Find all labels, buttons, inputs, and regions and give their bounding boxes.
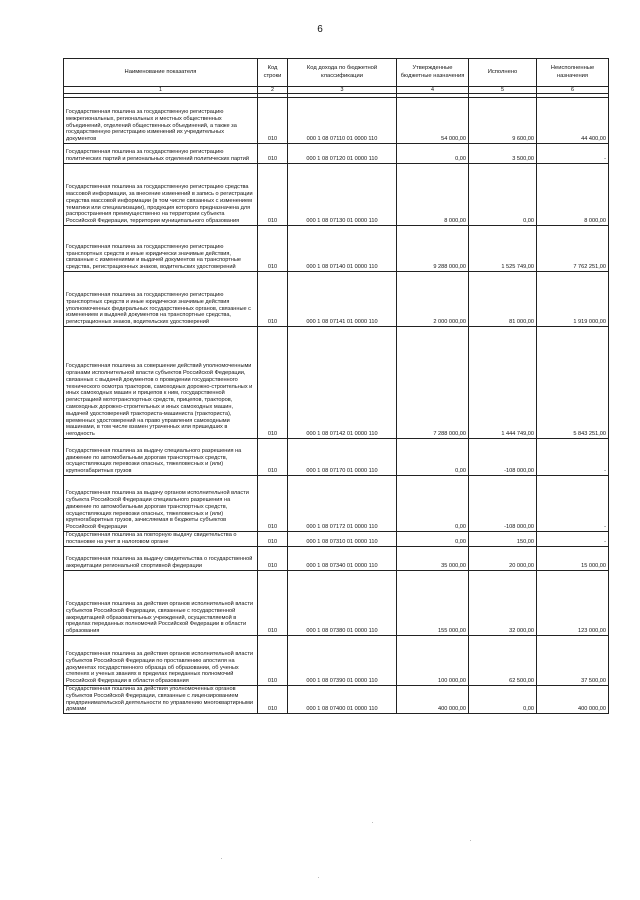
row-unexecuted-amount: - xyxy=(537,532,609,547)
row-name: Государственная пошлина за выдачу специального разрешения на движение по автомобильным дорогам транспортных средств, осуществляющих перевозки опасных, тяжеловесных и (или) крупногабаритных грузов xyxy=(64,439,258,476)
table-row xyxy=(64,98,609,144)
row-line-code: 010 xyxy=(258,98,288,144)
row-name: Государственная пошлина за действия органов исполнительной власти субъектов Российской Федерации по проставлению апостиля на документах государственного образца об образовании, об ученых степенях и ученых званиях в пределах переданных полномочий Российской Федерации в области образования xyxy=(64,636,258,686)
table-header-row xyxy=(64,59,609,87)
scan-speck xyxy=(470,840,471,841)
row-name: Государственная пошлина за государственную регистрацию транспортных средств и иные юридически значимые действия уполномоченных федеральных государственных органов, связанные с изменением и выдачей документов на транспортные средства, регистрационных знаков, водительских удостоверений xyxy=(64,272,258,327)
row-unexecuted-amount: 15 000,00 xyxy=(537,547,609,571)
row-line-code: 010 xyxy=(258,226,288,272)
row-executed-amount: 32 000,00 xyxy=(469,571,537,636)
row-name: Государственная пошлина за государственную регистрацию политических партий и региональных отделений политических партий xyxy=(64,144,258,164)
row-name: Государственная пошлина за совершение действий уполномоченными органами исполнительной власти субъектов Российской Федерации, связанных с выдачей документов о проведении государственного технического осмотра тракторов, самоходных дорожно-строительных и иных самоходных машин и прицепов к ним, государственной регистрацией мототранспортных средств, прицепов, тракторов, самоходных дорожно-строительных и иных самоходных машин, выдачей удостоверений тракториста-машиниста (тракториста), временных удостоверений на право управления самоходными машинами, в том числе взамен утраченных или пришедших в негодность xyxy=(64,327,258,439)
column-number: 4 xyxy=(397,87,469,94)
row-name: Государственная пошлина за государственную регистрацию средства массовой информации, за внесение изменений в запись о регистрации средства массовой информации (в том числе связанных с изменением тематики или специализации), продукция которого предназначена для распространения преимущественно на территории субъекта Российской Федерации, территории муниципального образования xyxy=(64,164,258,226)
header-line-code: Код строки xyxy=(258,59,288,87)
row-approved-amount: 0,00 xyxy=(397,532,469,547)
header-executed: Исполнено xyxy=(469,59,537,87)
table-row xyxy=(64,547,609,571)
row-executed-amount: 81 000,00 xyxy=(469,272,537,327)
table-row xyxy=(64,532,609,547)
row-budget-code: 000 1 08 07172 01 0000 110 xyxy=(288,476,397,532)
row-name: Государственная пошлина за повторную выдачу свидетельства о постановке на учет в налоговом органе xyxy=(64,532,258,547)
row-budget-code: 000 1 08 07400 01 0000 110 xyxy=(288,686,397,714)
row-executed-amount: 3 500,00 xyxy=(469,144,537,164)
table-row xyxy=(64,226,609,272)
row-line-code: 010 xyxy=(258,144,288,164)
row-name: Государственная пошлина за выдачу органом исполнительной власти субъекта Российской Федерации специального разрешения на движение по автомобильным дорогам транспортных средств, осуществляющих перевозки опасных, тяжеловесных и (или) крупногабаритных грузов, зачисляемая в бюджеты субъектов Российской Федерации xyxy=(64,476,258,532)
row-approved-amount: 100 000,00 xyxy=(397,636,469,686)
row-executed-amount: -108 000,00 xyxy=(469,439,537,476)
header-unexecuted: Неисполненные назначения xyxy=(537,59,609,87)
row-executed-amount: 0,00 xyxy=(469,686,537,714)
page-number: 6 xyxy=(317,24,323,35)
row-line-code: 010 xyxy=(258,547,288,571)
table-row xyxy=(64,476,609,532)
table-row xyxy=(64,571,609,636)
row-line-code: 010 xyxy=(258,532,288,547)
row-approved-amount: 0,00 xyxy=(397,476,469,532)
row-approved-amount: 400 000,00 xyxy=(397,686,469,714)
row-name: Государственная пошлина за государственную регистрацию межрегиональных, региональных и местных общественных объединений, отделений общественных объединений, а также за государственную регистрацию изменений их учредительных документов xyxy=(64,98,258,144)
row-approved-amount: 35 000,00 xyxy=(397,547,469,571)
row-unexecuted-amount: 400 000,00 xyxy=(537,686,609,714)
row-executed-amount: 150,00 xyxy=(469,532,537,547)
table-body xyxy=(64,98,609,714)
table-row xyxy=(64,636,609,686)
row-unexecuted-amount: 123 000,00 xyxy=(537,571,609,636)
row-line-code: 010 xyxy=(258,164,288,226)
row-unexecuted-amount: 44 400,00 xyxy=(537,98,609,144)
row-approved-amount: 9 288 000,00 xyxy=(397,226,469,272)
table-row xyxy=(64,686,609,714)
row-line-code: 010 xyxy=(258,327,288,439)
table-row xyxy=(64,327,609,439)
row-name: Государственная пошлина за действия органов исполнительной власти субъектов Российской Федерации, связанные с государственной аккредитацией образовательных учреждений, осуществляемой в пределах переданных полномочий Российской Федерации в области образования xyxy=(64,571,258,636)
row-executed-amount: 9 600,00 xyxy=(469,98,537,144)
column-number: 6 xyxy=(537,87,609,94)
row-unexecuted-amount: 1 919 000,00 xyxy=(537,272,609,327)
row-unexecuted-amount: - xyxy=(537,144,609,164)
row-executed-amount: 1 444 749,00 xyxy=(469,327,537,439)
row-budget-code: 000 1 08 07170 01 0000 110 xyxy=(288,439,397,476)
column-number-row xyxy=(64,87,609,94)
header-name: Наименование показателя xyxy=(64,59,258,87)
row-budget-code: 000 1 08 07120 01 0000 110 xyxy=(288,144,397,164)
row-budget-code: 000 1 08 07310 01 0000 110 xyxy=(288,532,397,547)
row-budget-code: 000 1 08 07110 01 0000 110 xyxy=(288,98,397,144)
column-number: 1 xyxy=(64,87,258,94)
row-line-code: 010 xyxy=(258,272,288,327)
row-approved-amount: 155 000,00 xyxy=(397,571,469,636)
scan-speck xyxy=(221,858,222,859)
row-budget-code: 000 1 08 07390 01 0000 110 xyxy=(288,636,397,686)
row-unexecuted-amount: - xyxy=(537,476,609,532)
table-row xyxy=(64,439,609,476)
scan-speck xyxy=(372,822,373,823)
scan-speck xyxy=(318,877,319,878)
row-unexecuted-amount: - xyxy=(537,439,609,476)
table-row xyxy=(64,164,609,226)
table-row xyxy=(64,272,609,327)
row-approved-amount: 7 288 000,00 xyxy=(397,327,469,439)
column-number: 5 xyxy=(469,87,537,94)
row-unexecuted-amount: 5 843 251,00 xyxy=(537,327,609,439)
row-executed-amount: 1 525 749,00 xyxy=(469,226,537,272)
revenue-table xyxy=(63,58,609,714)
row-executed-amount: 20 000,00 xyxy=(469,547,537,571)
row-name: Государственная пошлина за выдачу свидетельства о государственной аккредитации региональной спортивной федерации xyxy=(64,547,258,571)
row-budget-code: 000 1 08 07130 01 0000 110 xyxy=(288,164,397,226)
row-budget-code: 000 1 08 07142 01 0000 110 xyxy=(288,327,397,439)
header-budget-code: Код дохода по бюджетной классификации xyxy=(288,59,397,87)
row-line-code: 010 xyxy=(258,439,288,476)
row-unexecuted-amount: 8 000,00 xyxy=(537,164,609,226)
row-unexecuted-amount: 37 500,00 xyxy=(537,636,609,686)
row-approved-amount: 8 000,00 xyxy=(397,164,469,226)
row-approved-amount: 2 000 000,00 xyxy=(397,272,469,327)
row-executed-amount: 62 500,00 xyxy=(469,636,537,686)
row-name: Государственная пошлина за действия уполномоченных органов субъектов Российской Федерации, связанные с лицензированием предпринимательской деятельности по управлению многоквартирными домами xyxy=(64,686,258,714)
row-approved-amount: 0,00 xyxy=(397,144,469,164)
row-line-code: 010 xyxy=(258,571,288,636)
row-line-code: 010 xyxy=(258,476,288,532)
row-name: Государственная пошлина за государственную регистрацию транспортных средств и иные юридически значимые действия, связанные с изменениями и выдачей документов на транспортные средства, регистрационных знаков, водительских удостоверений xyxy=(64,226,258,272)
row-executed-amount: -108 000,00 xyxy=(469,476,537,532)
row-unexecuted-amount: 7 762 251,00 xyxy=(537,226,609,272)
row-budget-code: 000 1 08 07140 01 0000 110 xyxy=(288,226,397,272)
row-budget-code: 000 1 08 07141 01 0000 110 xyxy=(288,272,397,327)
row-approved-amount: 54 000,00 xyxy=(397,98,469,144)
column-number: 3 xyxy=(288,87,397,94)
table-row xyxy=(64,144,609,164)
column-number: 2 xyxy=(258,87,288,94)
row-executed-amount: 0,00 xyxy=(469,164,537,226)
row-line-code: 010 xyxy=(258,686,288,714)
row-line-code: 010 xyxy=(258,636,288,686)
row-budget-code: 000 1 08 07380 01 0000 110 xyxy=(288,571,397,636)
row-budget-code: 000 1 08 07340 01 0000 110 xyxy=(288,547,397,571)
row-approved-amount: 0,00 xyxy=(397,439,469,476)
header-approved: Утвержденные бюджетные назначения xyxy=(397,59,469,87)
